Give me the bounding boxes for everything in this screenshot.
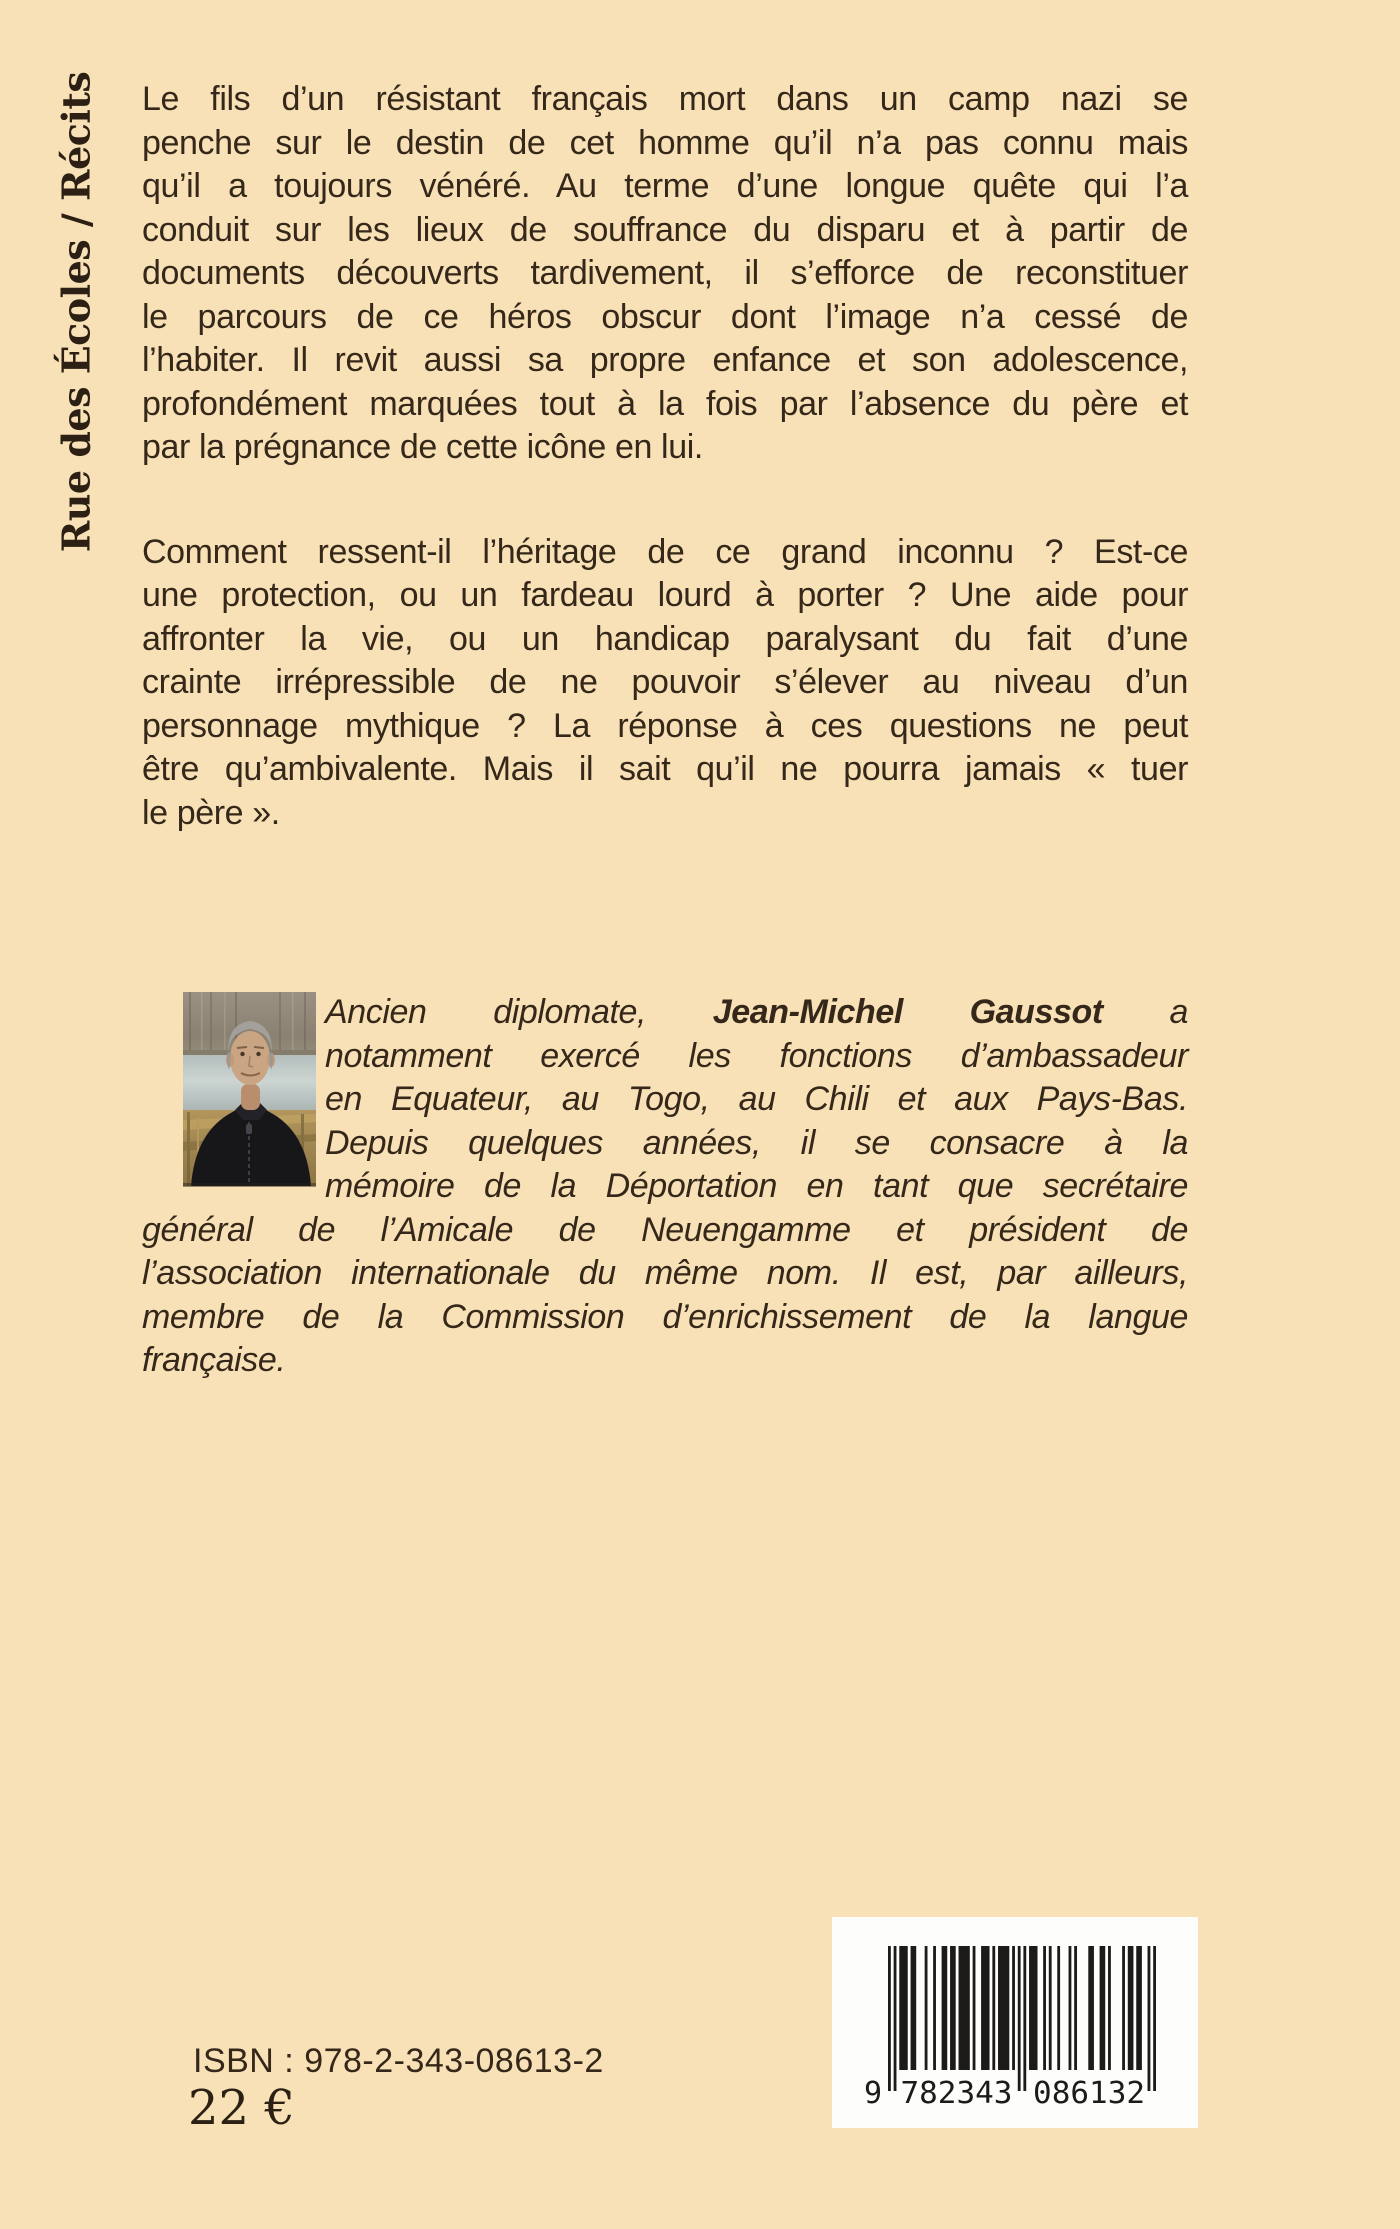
text-line: le parcours de ce héros obscur dont l’image n’a cessé de — [142, 297, 1188, 336]
barcode — [832, 1917, 1198, 2128]
text-line: Depuis quelques années, il se consacre à la — [325, 1123, 1188, 1162]
text-line: Le fils d’un résistant français mort dans un camp nazi se — [142, 80, 1188, 118]
text-line: le père ». — [142, 793, 280, 832]
barcode-bar — [1074, 1946, 1077, 2070]
synopsis — [142, 78, 1188, 835]
barcode-bar — [1018, 1946, 1021, 2091]
barcode-bar — [911, 1946, 917, 2070]
barcode-bar — [933, 1946, 936, 2070]
text-line: documents découverts tardivement, il s’efforce de reconstituer — [142, 254, 1188, 292]
barcode-bar — [950, 1946, 956, 2070]
barcode-bar — [1153, 1946, 1156, 2091]
text-line: Ancien diplomate, Jean-Michel Gaussot a — [325, 993, 1189, 1031]
barcode-bar — [888, 1946, 891, 2091]
text-line: crainte irrépressible de ne pouvoir s’élever au niveau d’un — [142, 663, 1188, 701]
text-line: Comment ressent-il l’héritage de ce grand inconnu ? Est-ce — [142, 532, 1188, 571]
author-bio-beside-photo — [142, 991, 1188, 1209]
text-line: notamment exercé les fonctions d’ambassadeur — [325, 1036, 1188, 1075]
barcode-bar — [1049, 1946, 1052, 2070]
barcode-bar — [1148, 1946, 1151, 2091]
barcode-bar — [959, 1946, 970, 2070]
text-line: affronter la vie, ou un handicap paralysant du fait d’une — [142, 619, 1188, 658]
barcode-bar — [1069, 1946, 1072, 2070]
text-line: mémoire de la Déportation en tant que secrétaire — [325, 1167, 1188, 1205]
synopsis-paragraph-2 — [142, 531, 1188, 836]
barcode-bar — [1023, 1946, 1026, 2091]
author-bio-full-width — [142, 1209, 1188, 1383]
text-line: une protection, ou un fardeau lourd à porter ? Une aide pour — [142, 576, 1188, 614]
text-line: par la prégnance de cette icône en lui. — [142, 428, 703, 466]
text-line: être qu’ambivalente. Mais il sait qu’il ne pourra jamais « tuer — [142, 750, 1188, 788]
text-line: française. — [142, 1341, 286, 1379]
barcode-bar — [1136, 1946, 1142, 2070]
barcode-bar — [894, 1946, 897, 2091]
barcode-bar — [899, 1946, 907, 2070]
barcode-digits: 9 — [864, 2076, 883, 2111]
barcode-bar — [1108, 1946, 1111, 2070]
barcode-digits: 086132 — [1033, 2076, 1146, 2111]
text-line: personnage mythique ? La réponse à ces questions ne peut — [142, 706, 1188, 745]
text-line: conduit sur les lieux de souffrance du disparu et à partir de — [142, 210, 1188, 249]
barcode-digits: 782343 — [900, 2076, 1013, 2111]
barcode-bar — [1043, 1946, 1046, 2070]
synopsis-paragraph-1 — [142, 78, 1188, 470]
barcode-bar — [981, 1946, 989, 2070]
barcode-bar — [1057, 1946, 1060, 2070]
barcode-bar — [1122, 1946, 1125, 2070]
price-label: 22 € — [188, 2080, 295, 2136]
barcode-bar — [942, 1946, 948, 2070]
barcode-bar — [998, 1946, 1009, 2070]
barcode-bar — [1088, 1946, 1094, 2070]
text-line: profondément marquées tout à la fois par l’absence du père et — [142, 384, 1188, 423]
barcode-bar — [1012, 1946, 1015, 2070]
author-bio — [142, 991, 1188, 1383]
author-name: Jean-Michel Gaussot — [712, 993, 1103, 1031]
isbn-label: ISBN : 978-2-343-08613-2 — [193, 2042, 604, 2080]
text-line: l’habiter. Il revit aussi sa propre enfance et son adolescence, — [142, 341, 1188, 379]
barcode-graphic — [832, 1917, 1198, 2128]
text-line: qu’il a toujours vénéré. Au terme d’une longue quête qui l’a — [142, 167, 1188, 205]
barcode-bar — [1128, 1946, 1134, 2070]
barcode-bar — [1029, 1946, 1037, 2070]
barcode-bar — [925, 1946, 928, 2070]
text-line: membre de la Commission d’enrichissement de la langue — [142, 1297, 1188, 1336]
text-line: général de l’Amicale de Neuengamme et président de — [142, 1210, 1188, 1249]
barcode-bar — [973, 1946, 976, 2070]
text-line: l’association internationale du même nom. Il est, par ailleurs, — [142, 1254, 1188, 1292]
spine-collection-label: Rue des Écoles / Récits — [53, 71, 99, 553]
text-line: en Equateur, au Togo, au Chili et aux Pays-Bas. — [325, 1080, 1188, 1118]
barcode-bar — [992, 1946, 995, 2070]
barcode-bar — [1100, 1946, 1106, 2070]
text-line: penche sur le destin de cet homme qu’il n’a pas connu mais — [142, 123, 1188, 162]
